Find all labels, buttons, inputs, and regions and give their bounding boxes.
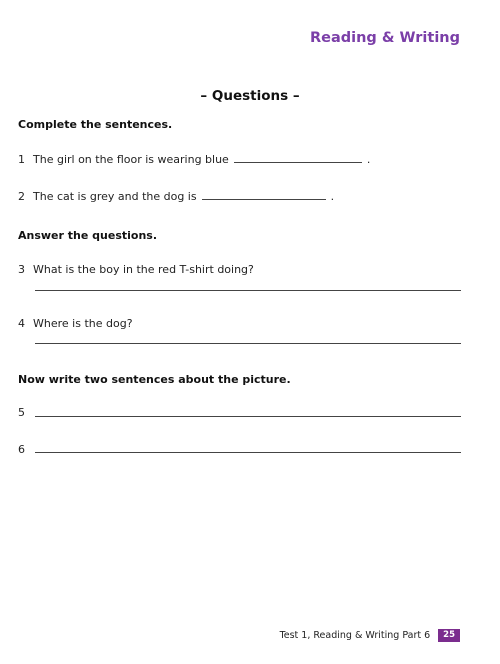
question-text: Where is the dog?	[33, 317, 133, 330]
question-text: The girl on the floor is wearing blue	[33, 153, 229, 166]
question-number: 3	[18, 263, 25, 276]
item-5	[18, 406, 33, 419]
answer-line-4[interactable]	[35, 343, 461, 344]
footer-label: Test 1, Reading & Writing Part 6	[279, 630, 431, 641]
section-title: Reading & Writing	[309, 30, 460, 46]
sentence-end: .	[330, 190, 335, 203]
page-number-badge: 25	[438, 629, 460, 642]
answer-blank[interactable]	[202, 198, 326, 200]
question-2	[18, 190, 334, 203]
item-number: 5	[18, 406, 25, 419]
page-heading: – Questions –	[200, 88, 300, 104]
question-text: The cat is grey and the dog is	[33, 190, 197, 203]
instruction-complete: Complete the sentences.	[18, 118, 173, 131]
question-number: 2	[18, 190, 25, 203]
question-text: What is the boy in the red T-shirt doing?	[33, 263, 254, 276]
item-number: 6	[18, 443, 25, 456]
question-4	[18, 317, 133, 330]
question-3	[18, 263, 254, 276]
answer-line-5[interactable]	[35, 416, 461, 417]
answer-line-6[interactable]	[35, 452, 461, 453]
question-number: 1	[18, 153, 25, 166]
item-6	[18, 443, 33, 456]
instruction-answer: Answer the questions.	[18, 229, 158, 242]
page-footer	[280, 629, 460, 642]
instruction-write: Now write two sentences about the picture.	[18, 373, 291, 386]
answer-line-3[interactable]	[35, 290, 461, 291]
sentence-end: .	[366, 153, 371, 166]
question-number: 4	[18, 317, 25, 330]
question-1	[18, 153, 370, 166]
answer-blank[interactable]	[234, 161, 362, 163]
